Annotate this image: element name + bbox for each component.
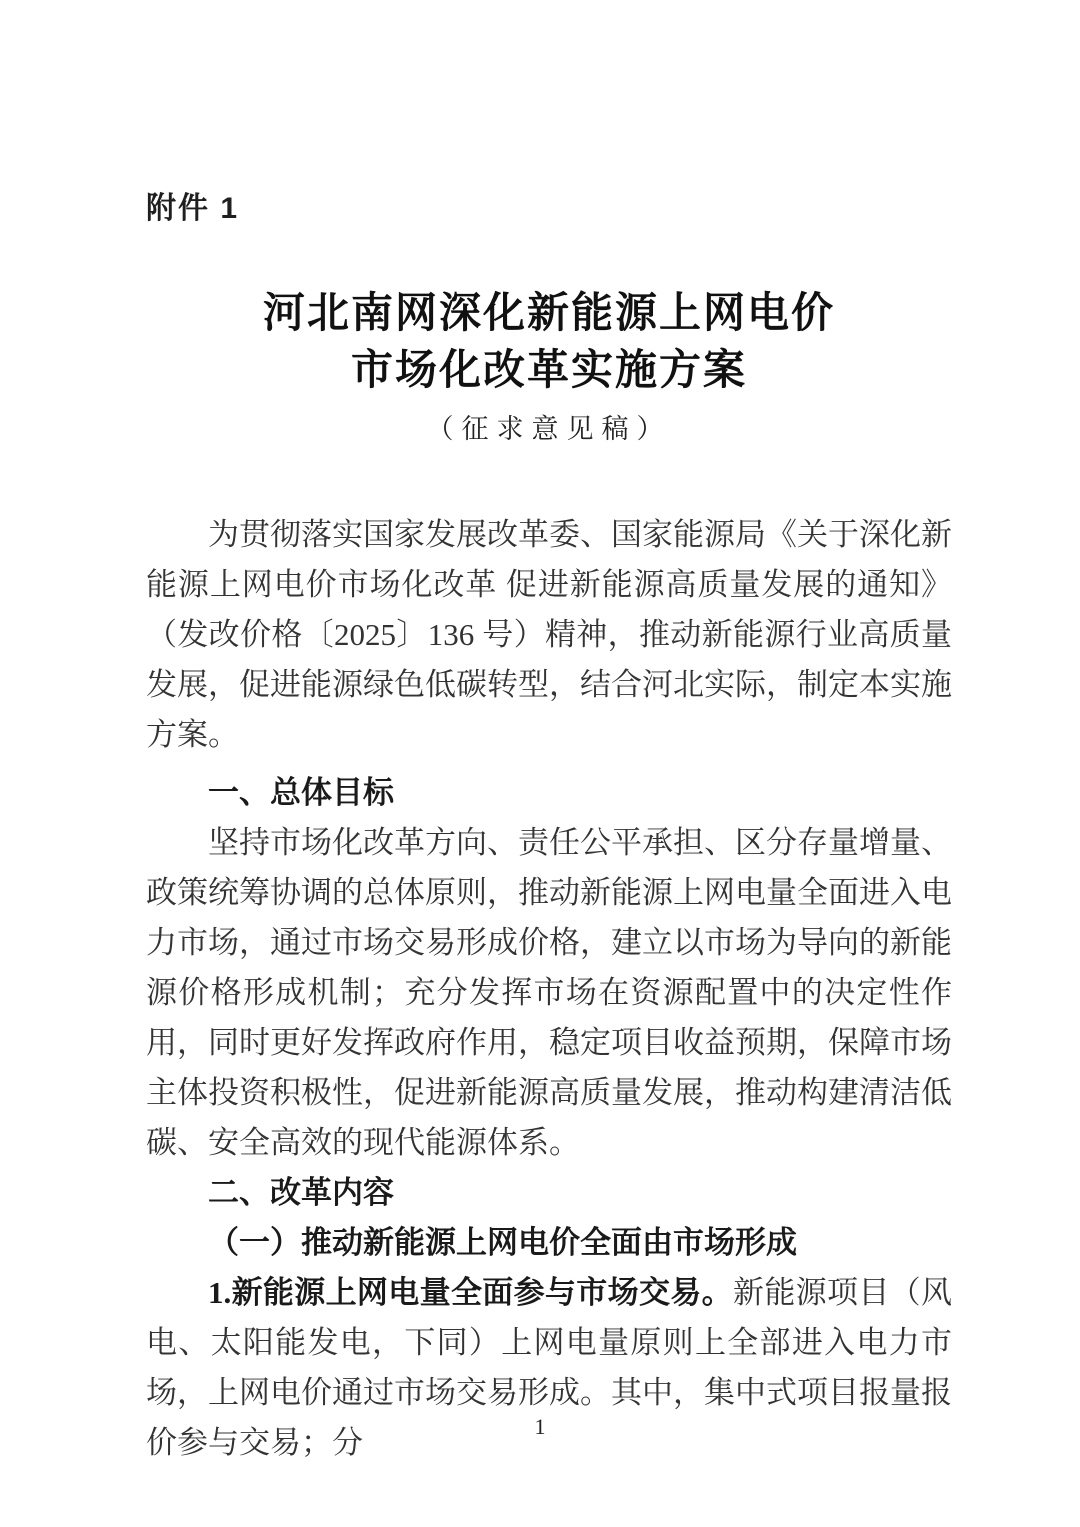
document-title-line1: 河北南网深化新能源上网电价 xyxy=(262,291,835,337)
item-1-body-text: 新能源项目（风电、太阳能发电，下同）上网电量原则上全部进入电力市场，上网电价通过市场交易形成。其中，集中式项目报量报价参与交易；分 xyxy=(146,1275,953,1460)
attachment-label: 附件 1 xyxy=(146,192,240,225)
goals-paragraph: 坚持市场化改革方向、责任公平承担、区分存量增量、政策统筹协调的总体原则，推动新能源上网电量全面进入电力市场，通过市场交易形成价格，建立以市场为导向的新能源价格形成机制；充分发挥市场在资源配置中的决定性作用，同时更好发挥政府作用，稳定项目收益预期，保障市场主体投资积极性，促进新能源高质量发展，推动构建清洁低碳、安全高效的现代能源体系。 xyxy=(146,825,952,1160)
document-title xyxy=(146,286,952,400)
item-1-lead: 1.新能源上网电量全面参与市场交易。 xyxy=(208,1275,733,1310)
section-heading-overall-goals: 一、总体目标 xyxy=(208,775,394,810)
subsection-heading-market-price-formation: （一）推动新能源上网电价全面由市场形成 xyxy=(208,1225,797,1260)
document-title-line2: 市场化改革实施方案 xyxy=(350,348,747,394)
section-heading-reform-content: 二、改革内容 xyxy=(208,1175,394,1210)
document-body xyxy=(146,510,952,1468)
page-number: 1 xyxy=(534,1414,546,1439)
document-subtitle: （征求意见稿） xyxy=(426,414,672,444)
intro-paragraph: 为贯彻落实国家发展改革委、国家能源局《关于深化新能源上网电价市场化改革 促进新能源高质量发展的通知》（发改价格〔2025〕136 号）精神，推动新能源行业高质量发展，促进能源绿色低碳转型，结合河北实际，制定本实施方案。 xyxy=(146,517,952,752)
